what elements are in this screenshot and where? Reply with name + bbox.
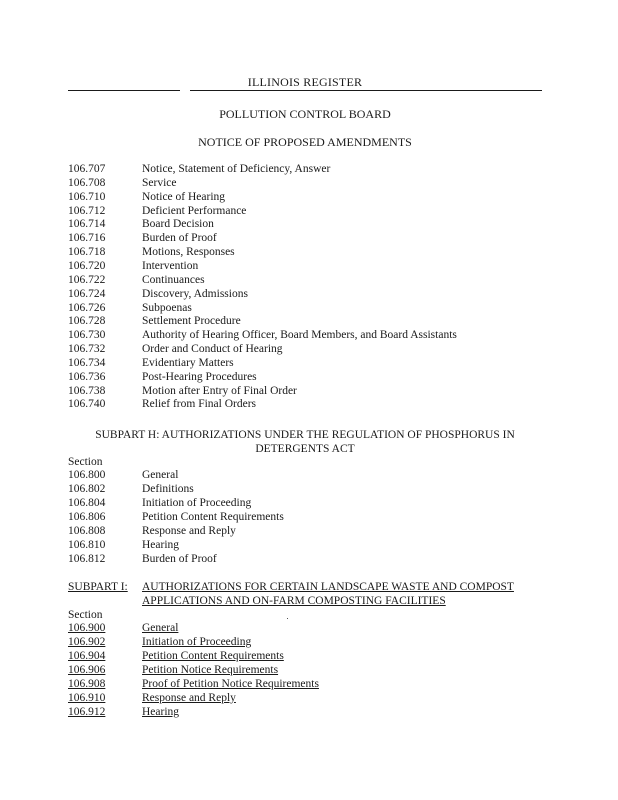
stray-mark (287, 618, 288, 619)
section-title: Deficient Performance (142, 204, 247, 217)
section-title: Petition Content Requirements (142, 511, 284, 523)
section-title: Initiation of Proceeding (142, 497, 252, 509)
notice-title: NOTICE OF PROPOSED AMENDMENTS (198, 135, 412, 149)
section-number: 106.806 (68, 511, 106, 523)
section-number: 106.734 (68, 356, 106, 369)
section-number: 106.804 (68, 497, 106, 509)
section-number: 106.908 (68, 678, 106, 690)
section-number: 106.708 (68, 176, 106, 189)
section-number: 106.718 (68, 246, 106, 259)
section-title: Notice of Hearing (142, 190, 226, 203)
subpart-i-section-label: Section (68, 609, 103, 621)
section-number: 106.800 (68, 469, 106, 481)
section-number: 106.738 (68, 384, 106, 397)
section-number: 106.716 (68, 232, 106, 245)
subpart-i-heading-line2: APPLICATIONS AND ON-FARM COMPOSTING FACILITIES (142, 595, 446, 607)
section-number: 106.707 (68, 163, 106, 175)
section-number: 106.714 (68, 218, 106, 231)
section-number: 106.906 (68, 664, 106, 676)
section-number: 106.810 (68, 539, 106, 551)
section-title: Discovery, Admissions (142, 287, 248, 300)
section-number: 106.728 (68, 315, 106, 328)
section-title: Burden of Proof (142, 232, 217, 245)
subpart-h-heading-line2: DETERGENTS ACT (255, 443, 355, 455)
section-number: 106.812 (68, 553, 106, 565)
section-number: 106.732 (68, 343, 106, 356)
section-title: Intervention (142, 259, 199, 272)
section-number: 106.910 (68, 692, 106, 704)
section-number: 106.730 (68, 329, 106, 342)
section-number: 106.902 (68, 636, 106, 648)
section-title: Evidentiary Matters (142, 356, 234, 369)
section-title: General (142, 622, 179, 634)
section-number: 106.736 (68, 370, 106, 383)
section-title: Definitions (142, 483, 194, 495)
section-title: Continuances (142, 273, 205, 286)
section-title: Authority of Hearing Officer, Board Members, and Board Assistants (142, 329, 457, 342)
register-title: ILLINOIS REGISTER (247, 75, 363, 89)
section-title: Order and Conduct of Hearing (142, 343, 283, 356)
section-title: Relief from Final Orders (142, 398, 257, 411)
section-title: Service (142, 176, 177, 189)
section-number: 106.900 (68, 622, 106, 634)
section-title: Subpoenas (142, 301, 192, 314)
section-title: Board Decision (142, 218, 214, 231)
subpart-h-heading (68, 428, 542, 456)
section-number: 106.904 (68, 650, 106, 662)
section-title: Initiation of Proceeding (142, 636, 252, 648)
section-title: Notice, Statement of Deficiency, Answer (142, 163, 331, 175)
section-number: 106.802 (68, 483, 106, 495)
section-number: 106.724 (68, 287, 106, 300)
section-title: Petition Content Requirements (142, 650, 284, 662)
subpart-h-section-label: Section (68, 456, 103, 468)
section-title: Response and Reply (142, 692, 236, 704)
section-title: Motion after Entry of Final Order (142, 384, 297, 397)
section-title: Response and Reply (142, 525, 236, 537)
section-title: Burden of Proof (142, 553, 217, 565)
board-title: POLLUTION CONTROL BOARD (219, 107, 391, 121)
section-title: General (142, 469, 179, 481)
section-number: 106.912 (68, 706, 106, 718)
section-number: 106.722 (68, 273, 106, 286)
subpart-i-heading (68, 580, 542, 608)
section-title: Petition Notice Requirements (142, 664, 279, 676)
section-title: Post-Hearing Procedures (142, 370, 257, 383)
section-title: Proof of Petition Notice Requirements (142, 678, 319, 690)
section-number: 106.710 (68, 190, 106, 203)
section-number: 106.808 (68, 525, 106, 537)
section-number: 106.712 (68, 204, 106, 217)
section-number: 106.726 (68, 301, 106, 314)
register-header (68, 76, 542, 91)
section-title: Settlement Procedure (142, 315, 241, 328)
subpart-i-heading-line1: AUTHORIZATIONS FOR CERTAIN LANDSCAPE WASTE AND COMPOST (142, 581, 514, 593)
subpart-i-label: SUBPART I: (68, 581, 128, 593)
section-number: 106.720 (68, 259, 106, 272)
section-title: Hearing (142, 539, 180, 551)
section-title: Hearing (142, 706, 180, 718)
section-title: Motions, Responses (142, 246, 235, 259)
section-number: 106.740 (68, 398, 106, 411)
subpart-h-heading-line1: SUBPART H: AUTHORIZATIONS UNDER THE REGULATION OF PHOSPHORUS IN (95, 429, 515, 441)
